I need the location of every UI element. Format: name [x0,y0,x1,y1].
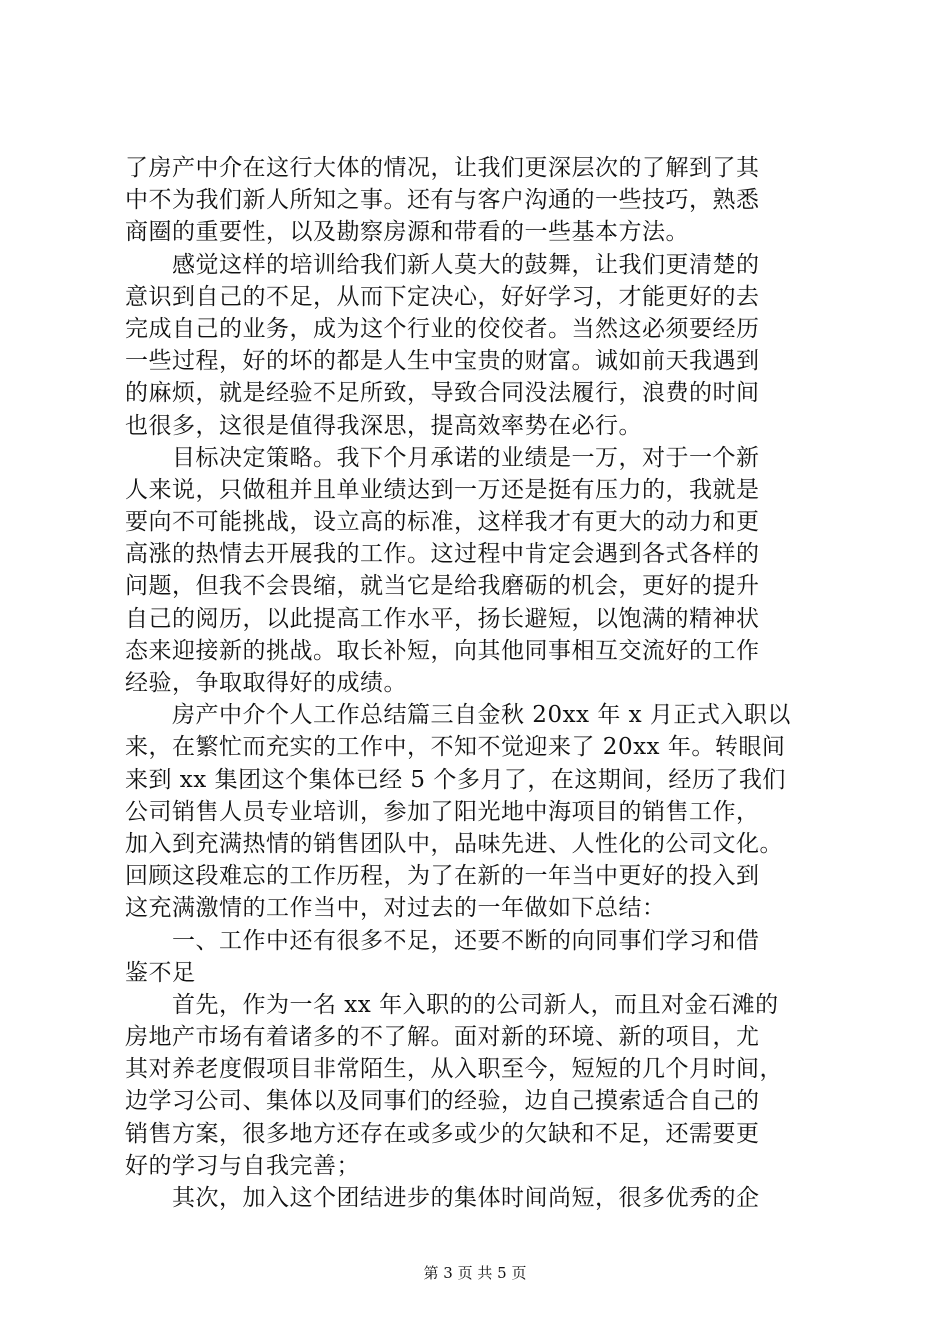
text-line: 高涨的热情去开展我的工作。这过程中肯定会遇到各式各样的 [125,541,760,568]
text-line: 其对养老度假项目非常陌生，从入职至今，短短的几个月时间， [125,1056,783,1083]
text-line: 房产中介个人工作总结篇三自金秋 20xx 年 x 月正式入职以 [125,702,791,729]
text-line: 回顾这段难忘的工作历程，为了在新的一年当中更好的投入到 [125,863,760,890]
text-line: 好的学习与自我完善； [125,1152,360,1179]
text-line: 态来迎接新的挑战。取长补短，向其他同事相互交流好的工作 [125,637,760,664]
text-line: 商圈的重要性，以及勘察房源和带看的一些基本方法。 [125,219,689,246]
text-line: 一、工作中还有很多不足，还要不断的向同事们学习和借 [125,927,760,954]
text-line: 完成自己的业务，成为这个行业的佼佼者。当然这必须要经历 [125,315,760,342]
text-line: 目标决定策略。我下个月承诺的业绩是一万，对于一个新 [125,444,760,471]
text-line: 一些过程，好的坏的都是人生中宝贵的财富。诚如前天我遇到 [125,348,760,375]
text-line: 首先，作为一名 xx 年入职的的公司新人，而且对金石滩的 [125,991,779,1018]
text-line: 其次，加入这个团结进步的集体时间尚短，很多优秀的企 [125,1185,760,1211]
text-line: 问题，但我不会畏缩，就当它是给我磨砺的机会，更好的提升 [125,573,760,600]
text-line: 自己的阅历，以此提高工作水平，扬长避短，以饱满的精神状 [125,605,760,632]
text-line: 鉴不足 [125,959,196,986]
text-line: 意识到自己的不足，从而下定决心，好好学习，才能更好的去 [125,283,760,310]
text-line: 房地产市场有着诸多的不了解。面对新的环境、新的项目，尤 [125,1024,760,1051]
text-line: 人来说，只做租并且单业绩达到一万还是挺有压力的，我就是 [125,476,760,503]
text-line: 销售方案，很多地方还存在或多或少的欠缺和不足，还需要更 [125,1120,760,1147]
text-line: 也很多，这很是值得我深思，提高效率势在必行。 [125,412,642,439]
text-line: 来，在繁忙而充实的工作中，不知不觉迎来了 20xx 年。转眼间 [125,734,786,761]
text-line: 的麻烦，就是经验不足所致，导致合同没法履行，浪费的时间 [125,380,760,407]
text-line: 公司销售人员专业培训，参加了阳光地中海项目的销售工作， [125,798,760,825]
text-line: 要向不可能挑战，设立高的标准，这样我才有更大的动力和更 [125,509,760,536]
page-number-footer: 第 3 页 共 5 页 [423,1264,527,1282]
body-text [125,152,845,1214]
text-line: 边学习公司、集体以及同事们的经验，边自己摸索适合自己的 [125,1088,760,1115]
text-line: 中不为我们新人所知之事。还有与客户沟通的一些技巧，熟悉 [125,187,760,214]
text-line: 感觉这样的培训给我们新人莫大的鼓舞，让我们更清楚的 [125,251,760,278]
text-line: 了房产中介在这行大体的情况，让我们更深层次的了解到了其 [125,155,760,181]
text-line: 来到 xx 集团这个集体已经 5 个多月了，在这期间，经历了我们 [125,766,786,793]
text-line: 这充满激情的工作当中，对过去的一年做如下总结： [125,895,666,922]
text-line: 加入到充满热情的销售团队中，品味先进、人性化的公司文化。 [125,830,783,857]
text-line: 经验，争取取得好的成绩。 [125,670,407,696]
